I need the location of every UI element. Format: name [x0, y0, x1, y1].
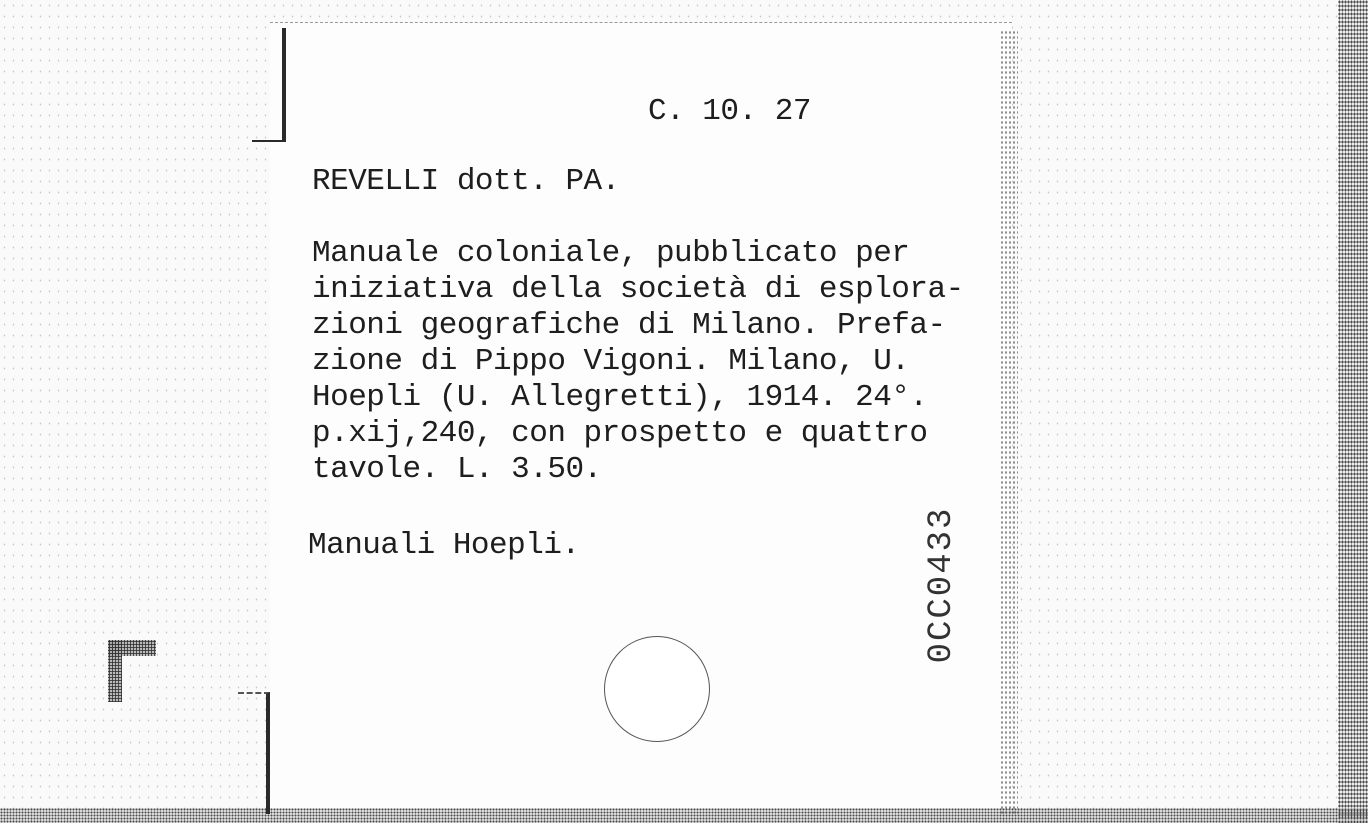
card-edge-shadow — [1000, 30, 1018, 815]
description-line: iniziativa della società di esplora- — [312, 272, 964, 307]
description-line: zioni geografiche di Milano. Prefa- — [312, 308, 946, 343]
bibliographic-description — [312, 236, 964, 488]
stamp-number: 0CC0433 — [923, 506, 961, 664]
description-line: Manuale coloniale, pubblicato per — [312, 236, 910, 271]
author-heading: REVELLI dott. PA. — [312, 164, 620, 199]
series-note: Manuali Hoepli. — [308, 528, 580, 563]
scan-bottom-border — [0, 808, 1368, 823]
shelfmark: C. 10. 27 — [648, 94, 811, 129]
bottom-bracket-mark — [238, 692, 270, 814]
corner-marker-icon — [108, 640, 156, 702]
scan-right-border — [1338, 0, 1368, 823]
top-bracket-mark — [252, 28, 286, 142]
description-line: Hoepli (U. Allegretti), 1914. 24°. — [312, 380, 928, 415]
description-line: p.xij,240, con prospetto e quattro — [312, 416, 928, 451]
punch-hole — [604, 636, 710, 742]
description-line: zione di Pippo Vigoni. Milano, U. — [312, 344, 910, 379]
description-line: tavole. L. 3.50. — [312, 452, 602, 487]
